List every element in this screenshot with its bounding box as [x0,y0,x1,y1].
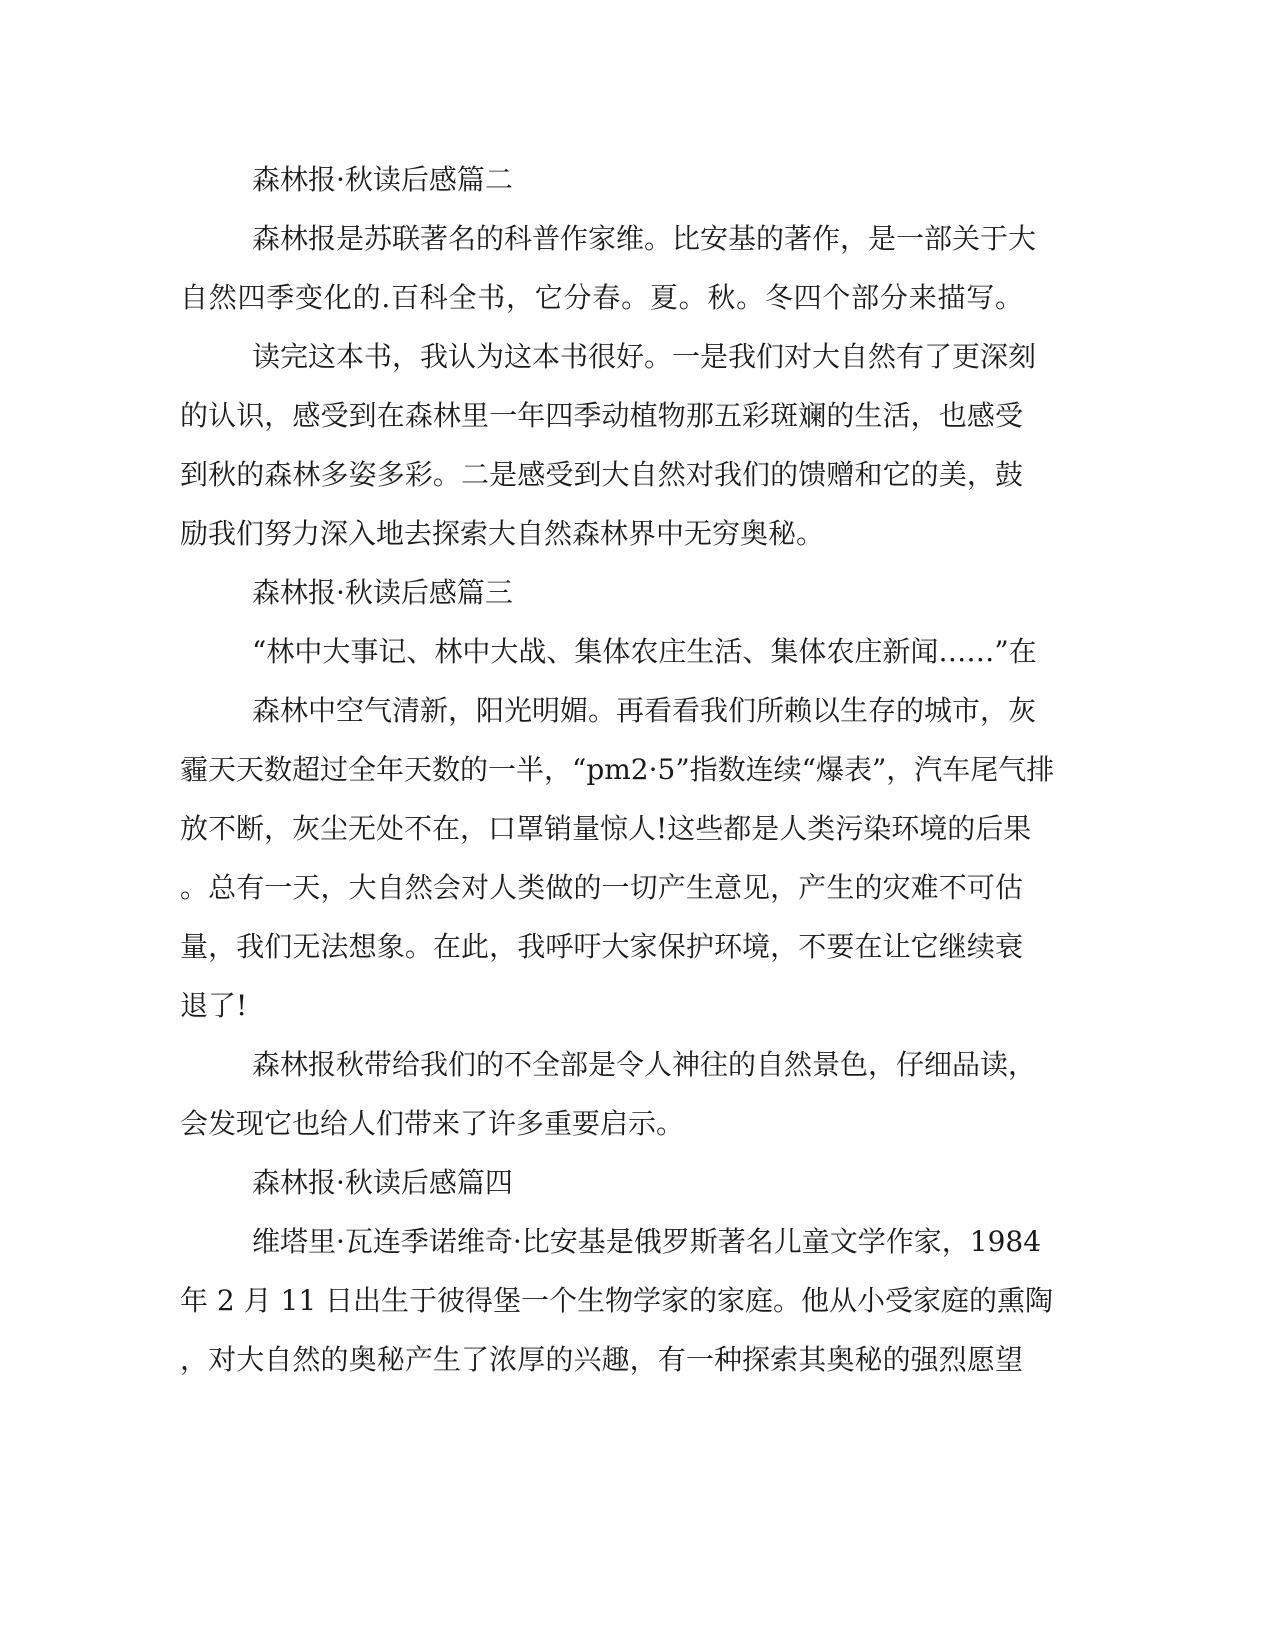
paragraph-line: 霾天天数超过全年天数的一半，“pm2·5”指数连续“爆表”，汽车尾气排 [180,753,1055,786]
paragraph-line: 自然四季变化的.百科全书，它分春。夏。秋。冬四个部分来描写。 [180,281,1023,314]
paragraph-line: 励我们努力深入地去探索大自然森林界中无穷奥秘。 [180,517,825,550]
paragraph-line: 退了! [180,989,248,1022]
paragraph-line: 放不断，灰尘无处不在，口罩销量惊人!这些都是人类污染环境的后果 [180,812,1032,845]
paragraph-line: 森林报是苏联著名的科普作家维。比安基的著作，是一部关于大 [252,222,1037,255]
paragraph-line: 到秋的森林多姿多彩。二是感受到大自然对我们的馈赠和它的美，鼓 [180,458,1023,491]
heading-part-two: 森林报·秋读后感篇二 [252,163,513,196]
paragraph-line: 读完这本书，我认为这本书很好。一是我们对大自然有了更深刻 [252,340,1037,373]
paragraph-line: 量，我们无法想象。在此，我呼吁大家保护环境，不要在让它继续衰 [180,930,1023,963]
heading-part-four: 森林报·秋读后感篇四 [252,1166,513,1199]
paragraph-line: “林中大事记、林中大战、集体农庄生活、集体农庄新闻……”在 [252,635,1037,668]
paragraph-line: 会发现它也给人们带来了许多重要启示。 [180,1107,685,1140]
paragraph-line: 。总有一天，大自然会对人类做的一切产生意见，产生的灾难不可估 [180,871,1023,904]
paragraph-line: 的认识，感受到在森林里一年四季动植物那五彩斑斓的生活，也感受 [180,399,1023,432]
paragraph-line: 森林报秋带给我们的不全部是令人神往的自然景色，仔细品读， [252,1048,1037,1081]
paragraph-line: ，对大自然的奥秘产生了浓厚的兴趣，有一种探索其奥秘的强烈愿望 [180,1343,1023,1376]
heading-part-three: 森林报·秋读后感篇三 [252,576,513,609]
paragraph-line: 维塔里·瓦连季诺维奇·比安基是俄罗斯著名儿童文学作家，1984 [252,1225,1042,1258]
paragraph-line: 森林中空气清新，阳光明媚。再看看我们所赖以生存的城市，灰 [252,694,1037,727]
paragraph-line: 年 2 月 11 日出生于彼得堡一个生物学家的家庭。他从小受家庭的熏陶 [180,1284,1054,1317]
